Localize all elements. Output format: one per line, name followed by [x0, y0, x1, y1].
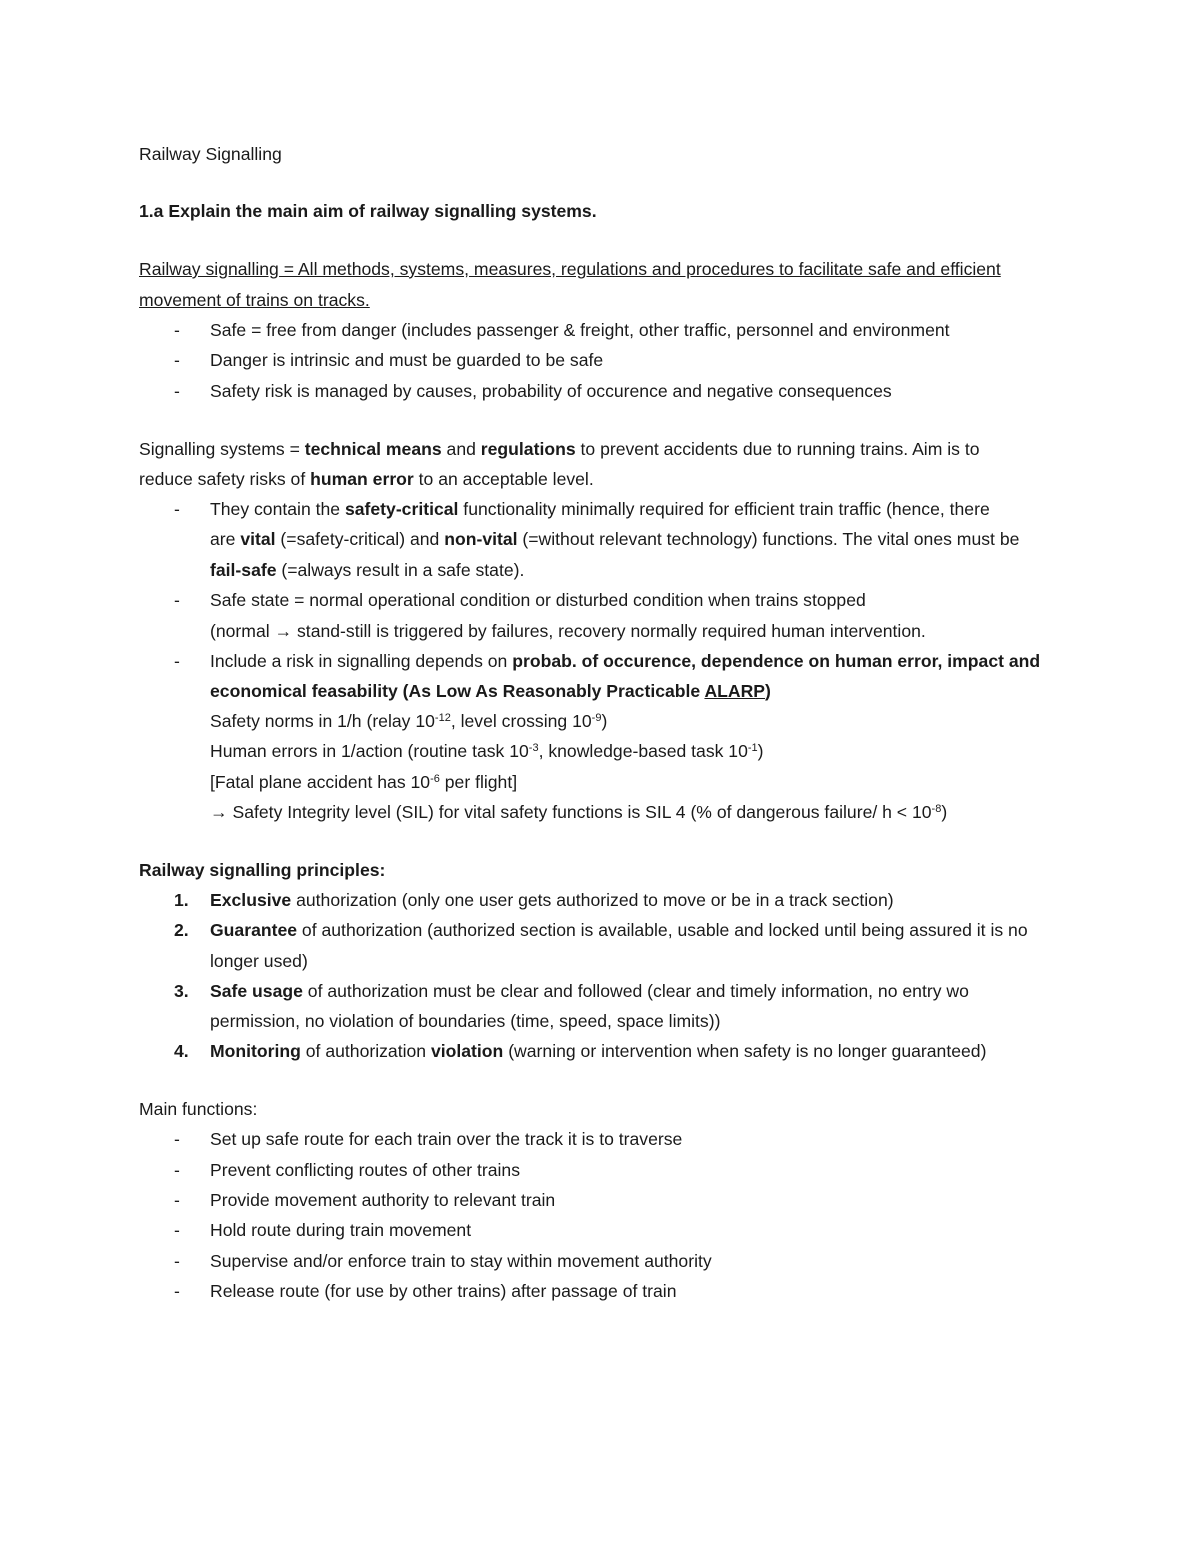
definition-line-1: Railway signalling = All methods, systems, measures, regulations and procedures to facilitate safe and efficient	[139, 259, 1001, 279]
bullet-dash: -	[174, 1190, 180, 1210]
systems-bullet-3-line-1: Include a risk in signalling depends on probab. of occurence, dependence on human error, impact and	[210, 651, 1041, 671]
principle-item: Safe usage of authorization must be clear and followed (clear and timely information, no entry wo	[210, 981, 969, 1001]
bullet-dash: -	[174, 651, 180, 671]
list-number: 1.	[174, 890, 189, 910]
bullet-dash: -	[174, 320, 180, 340]
definition-bullet: Safety risk is managed by causes, probability of occurence and negative consequences	[210, 381, 892, 401]
function-item: Provide movement authority to relevant train	[210, 1190, 556, 1210]
list-number: 3.	[174, 981, 189, 1001]
systems-bullet-2-line-1: Safe state = normal operational condition or disturbed condition when trains stopped	[210, 590, 866, 610]
definition-line-2: movement of trains on tracks.	[139, 290, 370, 310]
safety-norms-line: Safety norms in 1/h (relay $10^{-12}$, level crossing $10^{-9}$)	[210, 711, 608, 731]
bullet-dash: -	[174, 350, 180, 370]
definition-bullet: Danger is intrinsic and must be guarded to be safe	[210, 350, 604, 370]
human-errors-line: Human errors in 1/action (routine task $10^{-3}$, knowledge-based task $10^{-1}$)	[210, 741, 764, 761]
list-number: 4.	[174, 1041, 189, 1061]
systems-bullet-1-line-2: are vital (=safety-critical) and non-vital (=without relevant technology) functions. The vital ones must be	[210, 529, 1020, 549]
function-item: Release route (for use by other trains) after passage of train	[210, 1281, 677, 1301]
function-item: Hold route during train movement	[210, 1220, 472, 1240]
bullet-dash: -	[174, 1251, 180, 1271]
principle-item-continuation: longer used)	[210, 951, 308, 971]
principle-item: Guarantee of authorization (authorized section is available, usable and locked until being assured it is no	[210, 920, 1028, 940]
principle-item: Exclusive authorization (only one user gets authorized to move or be in a track section)	[210, 890, 894, 910]
definition-bullet: Safe = free from danger (includes passenger & freight, other traffic, personnel and environment	[210, 320, 950, 340]
systems-bullet-2-line-2: (normal → stand-still is triggered by failures, recovery normally required human intervention.	[210, 621, 926, 641]
principle-item-continuation: permission, no violation of boundaries (time, speed, space limits))	[210, 1011, 721, 1031]
systems-bullet-1-line-3: fail-safe (=always result in a safe state).	[210, 560, 525, 580]
systems-bullet-3-line-2: economical feasability (As Low As Reasonably Practicable ALARP)	[210, 681, 771, 701]
systems-paragraph-line-1: Signalling systems = technical means and regulations to prevent accidents due to running trains. Aim is to	[139, 439, 980, 459]
principles-heading: Railway signalling principles:	[139, 860, 386, 880]
bullet-dash: -	[174, 590, 180, 610]
sil-line: → Safety Integrity level (SIL) for vital safety functions is SIL 4 (% of dangerous failure/ $h < 10^{-8}$)	[210, 802, 948, 822]
bullet-dash: -	[174, 1160, 180, 1180]
bullet-dash: -	[174, 381, 180, 401]
bullet-dash: -	[174, 499, 180, 519]
document-title: Railway Signalling	[139, 144, 282, 164]
bullet-dash: -	[174, 1281, 180, 1301]
systems-bullet-1-line-1: They contain the safety-critical functionality minimally required for efficient train traffic (hence, there	[210, 499, 990, 519]
question-heading: 1.a Explain the main aim of railway signalling systems.	[139, 201, 597, 221]
bullet-dash: -	[174, 1220, 180, 1240]
plane-accident-line: [Fatal plane accident has $10^{-6}$ per flight]	[210, 772, 518, 792]
function-item: Prevent conflicting routes of other trains	[210, 1160, 521, 1180]
principle-item: Monitoring of authorization violation (warning or intervention when safety is no longer guaranteed)	[210, 1041, 987, 1061]
systems-paragraph-line-2: reduce safety risks of human error to an acceptable level.	[139, 469, 594, 489]
arrow-right-icon: →	[274, 621, 293, 641]
arrow-right-icon: →	[210, 802, 228, 822]
bullet-dash: -	[174, 1129, 180, 1149]
list-number: 2.	[174, 920, 189, 940]
function-item: Supervise and/or enforce train to stay within movement authority	[210, 1251, 712, 1271]
function-item: Set up safe route for each train over the track it is to traverse	[210, 1129, 683, 1149]
functions-heading: Main functions:	[139, 1099, 258, 1119]
